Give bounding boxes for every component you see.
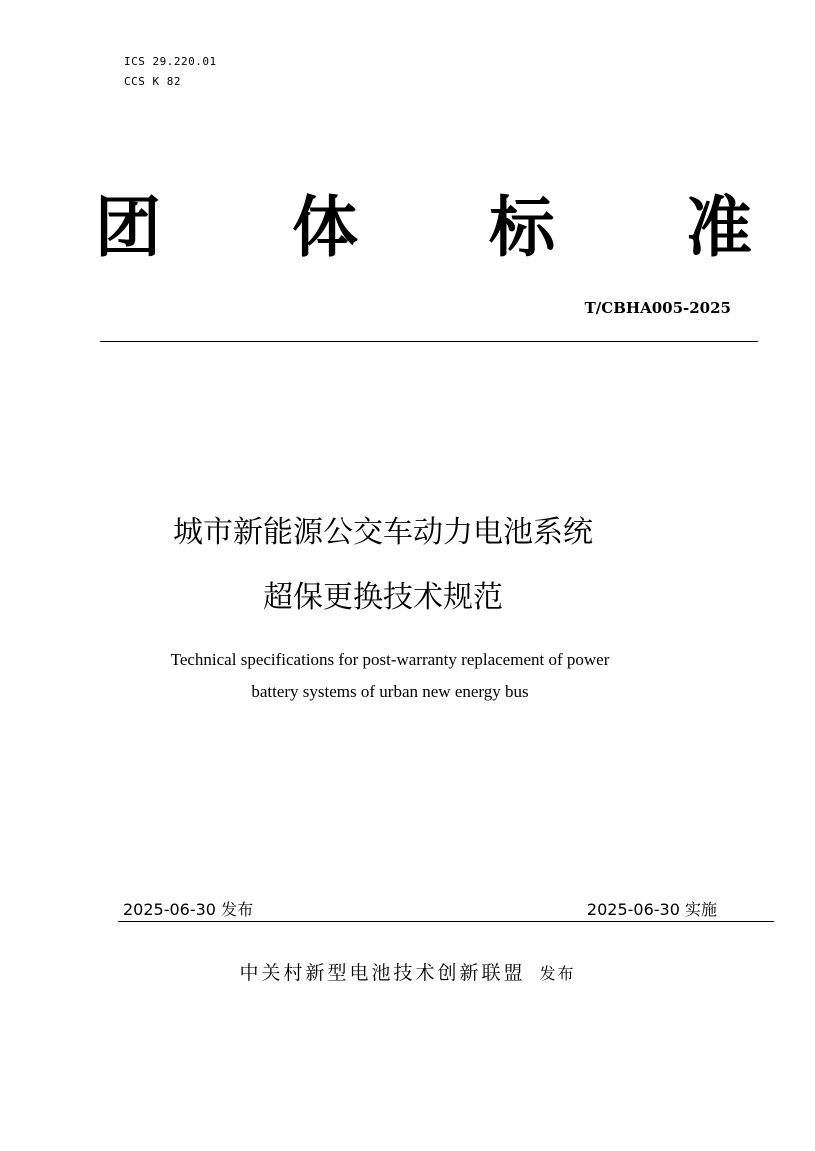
publisher-suffix: 发布 bbox=[539, 964, 576, 983]
standard-type-char: 标 bbox=[489, 189, 555, 266]
publisher bbox=[0, 960, 815, 987]
title-en-line-1: Technical specifications for post-warranty replacement of power bbox=[170, 650, 610, 669]
standard-type-char: 体 bbox=[292, 189, 358, 266]
publisher-name: 中关村新型电池技术创新联盟 bbox=[239, 962, 526, 984]
ics-code: ICS 29.220.01 bbox=[124, 55, 217, 68]
title-cn-line-1: 城市新能源公交车动力电池系统 bbox=[173, 515, 593, 550]
title-cn-line-2: 超保更换技术规范 bbox=[263, 580, 503, 615]
title-en-line-2: battery systems of urban new energy bus bbox=[251, 682, 529, 701]
standard-number: T/CBHA005-2025 bbox=[584, 299, 731, 317]
standard-type-char: 团 bbox=[95, 189, 161, 266]
publish-date: 2025-06-30 发布 bbox=[123, 900, 254, 919]
header-divider bbox=[100, 341, 758, 342]
ccs-code: CCS K 82 bbox=[124, 75, 181, 88]
dates-divider bbox=[118, 921, 774, 922]
implement-date: 2025-06-30 实施 bbox=[586, 900, 717, 919]
standard-type-char: 准 bbox=[686, 189, 752, 266]
